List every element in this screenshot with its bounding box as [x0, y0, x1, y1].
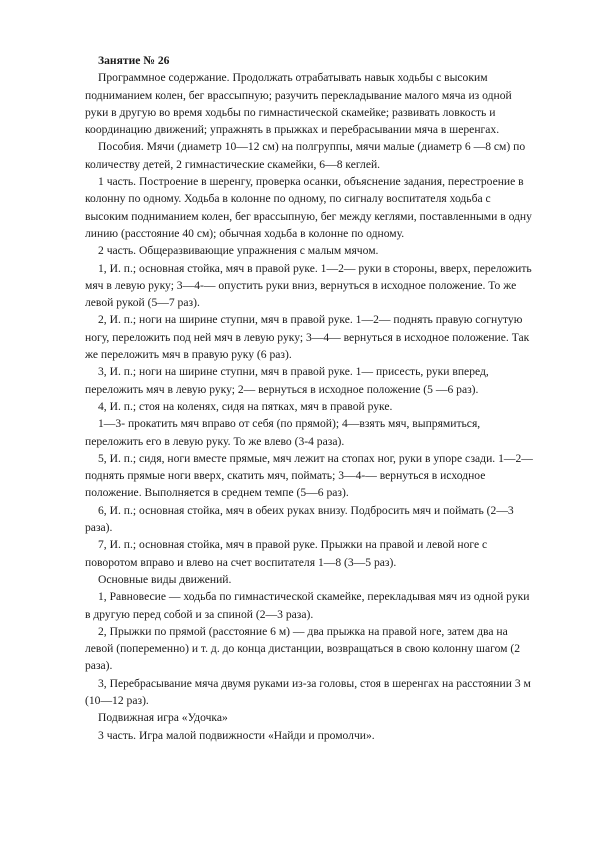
paragraph-exercise-5: 5, И. п.; сидя, ноги вместе прямые, мяч лежит на стопах ног, руки в упоре сзади. 1—2— поднять прямые ноги вверх, скатить мяч, поймать; 3—4-— вернуться в исходное положение. Выполняется в среднем темпе (5—6 раз). [85, 451, 533, 500]
paragraph-exercise-4-detail: 1—3- прокатить мяч вправо от себя (по прямой); 4—взять мяч, выпрямиться, переложить его в левую руку. То же влево (3-4 раза). [85, 417, 481, 448]
paragraph-part-3: 3 часть. Игра малой подвижности «Найди и промолчи». [98, 728, 375, 742]
paragraph-outdoor-game: Подвижная игра «Удочка» [98, 711, 228, 725]
paragraph-exercise-1: 1, И. п.; основная стойка, мяч в правой руке. 1—2— руки в стороны, вверх, переложить мяч в левую руку; 3—4-— опустить руки вниз, вернуться в исходное положение. То же левой рукой (5—7 раз). [85, 261, 532, 310]
paragraph-movement-2: 2, Прыжки по прямой (расстояние 6 м) — два прыжка на правой ноге, затем два на левой (попеременно) и т. д. до конца дистанции, возвращаться в свою колонну шагом (2 раза). [85, 624, 521, 673]
paragraph-materials: Пособия. Мячи (диаметр 10—12 см) на полгруппы, мячи малые (диаметр 6 —8 см) по количеству детей, 2 гимнастические скамейки, 6—8 кеглей. [85, 140, 526, 171]
paragraph-exercise-4: 4, И. п.; стоя на коленях, сидя на пятках, мяч в правой руке. [98, 399, 393, 413]
paragraph-part-2-heading: 2 часть. Общеразвивающие упражнения с малым мячом. [98, 244, 379, 258]
paragraph-exercise-3: 3, И. п.; ноги на ширине ступни, мяч в правой руке. 1— присесть, руки вперед, переложить мяч в левую руку; 2— вернуться в исходное положение (5 —6 раз). [85, 365, 489, 396]
paragraph-exercise-7: 7, И. п.; основная стойка, мяч в правой руке. Прыжки на правой и левой ноге с поворотом вправо и влево на счет воспитателя 1—8 (3—5 раз). [85, 538, 488, 569]
paragraph-movement-3: 3, Перебрасывание мяча двумя руками из-за головы, стоя в шеренгах на расстоянии 3 м (10—12 раз). [85, 676, 531, 707]
paragraph-movement-1: 1, Равновесие — ходьба по гимнастической скамейке, перекладывая мяч из одной руки в другую перед собой и за спиной (2—3 раза). [85, 590, 530, 621]
document-title: Занятие № 26 [98, 54, 170, 67]
paragraph-exercise-2: 2, И. п.; ноги на ширине ступни, мяч в правой руке. 1—2— поднять правую согнутую ногу, переложить под ней мяч в левую руку; 3—4— вернуться в исходное положение. Так же переложить мяч в правую руку (6 раз). [85, 313, 530, 362]
paragraph-main-movements-heading: Основные виды движений. [98, 572, 232, 586]
paragraph-exercise-6: 6, И. п.; основная стойка, мяч в обеих руках внизу. Подбросить мяч и поймать (2—3 раза). [85, 503, 514, 535]
document-body [85, 52, 533, 744]
paragraph-part-1: 1 часть. Построение в шеренгу, проверка осанки, объяснение задания, перестроение в колонну по одному. Ходьба в колонне по одному, по сигналу воспитателя ходьба с высоким подниманием колен, бег врассыпную, бег между кеглями, поставленными в одну линию (расстояние 40 см); обычная ходьба в колонне по одному. [85, 175, 532, 240]
paragraph-program-content: Программное содержание. Продолжать отрабатывать навык ходьбы с высоким подниманием колен, бег врассыпную; разучить перекладывание малого мяча из одной руки в другую во время ходьбы по гимнастической скамейке; развивать ловкость и координацию движений; упражнять в прыжках и перебрасывании мяча в шеренгах. [85, 71, 512, 137]
